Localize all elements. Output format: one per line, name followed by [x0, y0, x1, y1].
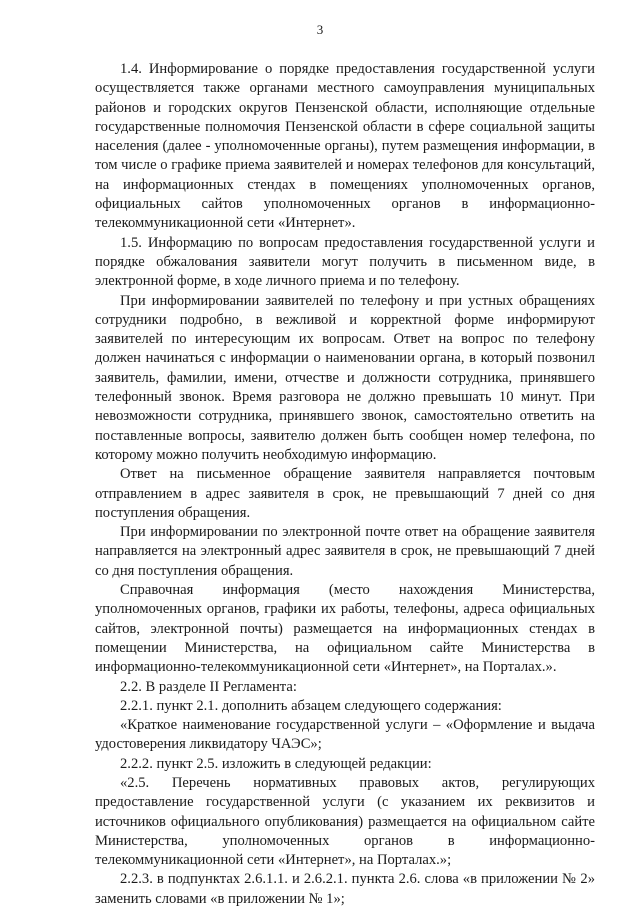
paragraph-phone-info: При информировании заявителей по телефону и при устных обращениях сотрудники подробно, в вежливой и корректной форме информируют заявителей по интересующим их вопросам. Ответ на вопрос по телефону должен начинаться с информации о наименовании органа, в который позвонил заявитель, фамилии, имени, отчестве и должности сотрудника, принявшего телефонный звонок. Время разговора не должно превышать 10 минут. При невозможности сотрудника, принявшего звонок, самостоятельно ответить на поставленные вопросы, заявителю должен быть сообщен номер телефона, по которому можно получить необходимую информацию.: [95, 292, 595, 463]
paragraph-2-2-1: 2.2.1. пункт 2.1. дополнить абзацем следующего содержания:: [120, 697, 502, 714]
document-body: [95, 60, 595, 909]
paragraph-2-5: «2.5. Перечень нормативных правовых актов, регулирующих предоставление государственной услуги (с указанием их реквизитов и источников официального опубликования) размещается на официальном сайте Министерства, уполномоченных органов в информационно-телекоммуникационной сети «Интернет», на Порталах.»;: [95, 774, 595, 869]
paragraph-1-5: 1.5. Информацию по вопросам предоставления государственной услуги и порядке обжалования заявители могут получить в письменном виде, в электронной форме, в ходе личного приема и по телефону.: [95, 234, 595, 290]
paragraph-2-2: 2.2. В разделе II Регламента:: [120, 678, 297, 695]
paragraph-written-reply: Ответ на письменное обращение заявителя направляется почтовым отправлением в адрес заявителя в срок, не превышающий 7 дней со дня поступления обращения.: [95, 466, 595, 521]
page-number: 3: [316, 22, 324, 37]
paragraph-1-4: 1.4. Информирование о порядке предоставления государственной услуги осуществляется также органами местного самоуправления муниципальных районов и городских округов Пензенской области, исполняющие отдельные государственные полномочия Пензенской области в сфере социальной защиты населения (далее - уполномоченные органы), путем размещения информации, в том числе о графике приема заявителей и номерах телефонов для консультаций, на информационных стендах в помещениях уполномоченных органов, официальных сайтов уполномоченных органов в информационно-телекоммуникационной сети «Интернет».: [95, 61, 595, 232]
paragraph-email-reply: При информировании по электронной почте ответ на обращение заявителя направляется на электронный адрес заявителя в срок, не превышающий 7 дней со дня поступления обращения.: [95, 524, 595, 579]
paragraph-reference-info: Справочная информация (место нахождения Министерства, уполномоченных органов, графики их работы, телефоны, адреса официальных сайтов, электронной почты) размещается на информационных стендах в помещении Министерства, на официальном сайте Министерства в информационно-телекоммуникационной сети «Интернет», на Порталах.».: [95, 582, 595, 676]
paragraph-2-2-3: 2.2.3. в подпунктах 2.6.1.1. и 2.6.2.1. пункта 2.6. слова «в приложении № 2» заменить словами «в приложении № 1»;: [95, 871, 595, 907]
paragraph-short-name: «Краткое наименование государственной услуги – «Оформление и выдача удостоверения ликвидатору ЧАЭС»;: [95, 717, 595, 753]
paragraph-2-2-2: 2.2.2. пункт 2.5. изложить в следующей редакции:: [120, 755, 432, 772]
